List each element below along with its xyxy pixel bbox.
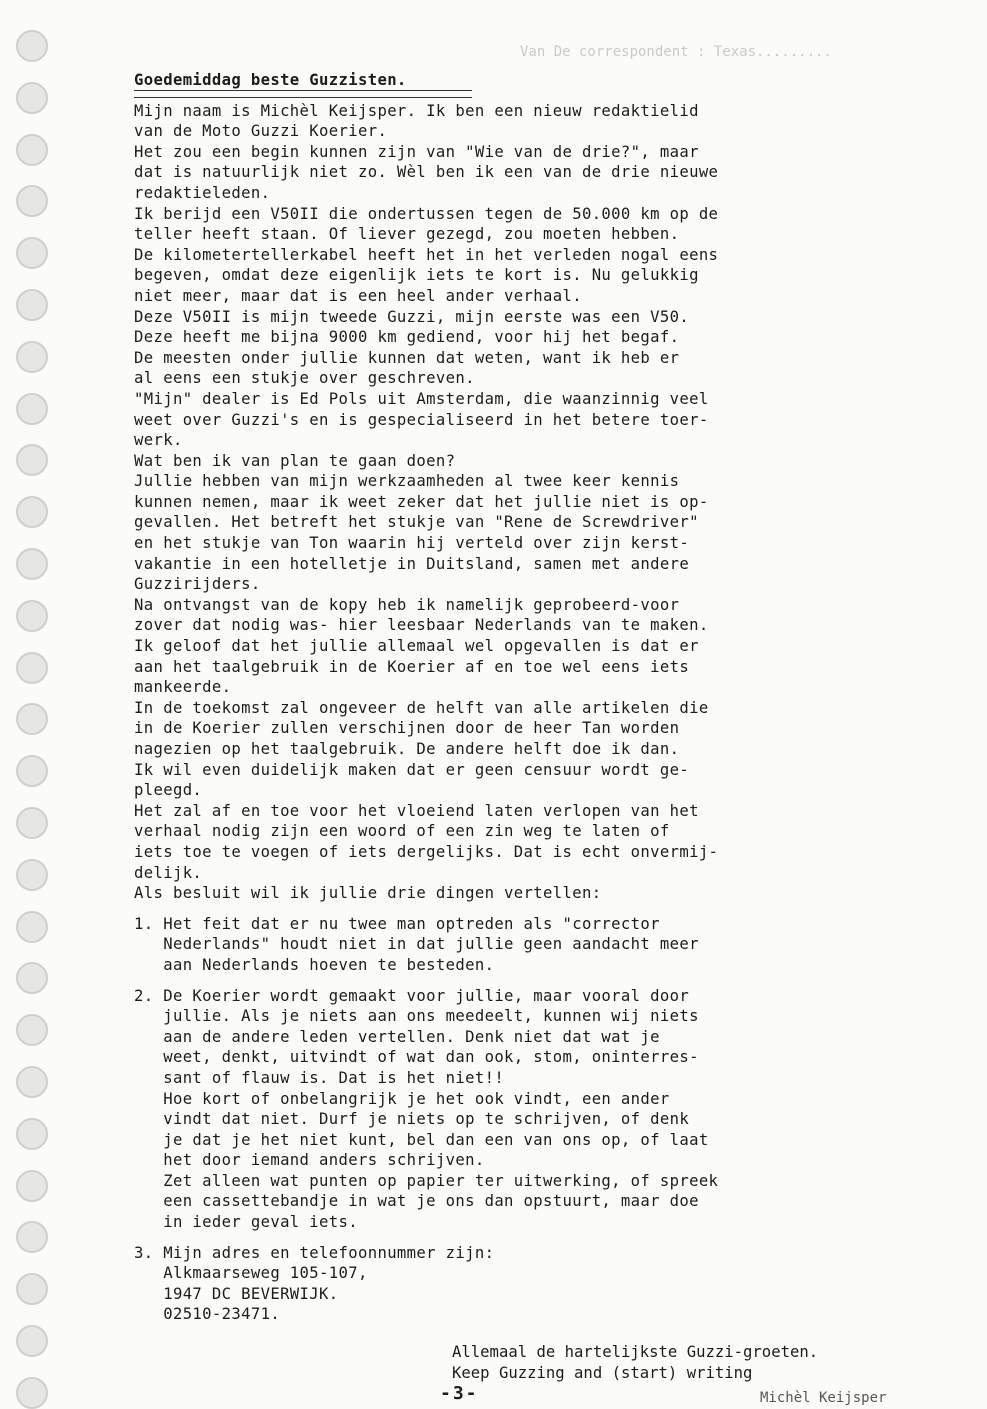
binder-hole: [16, 82, 48, 114]
list-item-line: Alkmaarseweg 105-107,: [134, 1264, 368, 1283]
text-line: pleegd.: [134, 781, 203, 800]
text-line: nagezien op het taalgebruik. De andere helft doe ik dan.: [134, 740, 680, 758]
binder-hole: [16, 30, 48, 62]
binder-hole: [16, 548, 48, 580]
text-line: Het zal af en toe voor het vloeiend laten verlopen van het: [134, 801, 699, 820]
binder-hole: [16, 289, 48, 321]
binder-holes: [16, 30, 52, 1400]
list-item-line: Hoe kort of onbelangrijk je het ook vindt, een ander: [134, 1089, 670, 1108]
binder-hole: [16, 1066, 48, 1098]
text-line: vakantie in een hotelletje in Duitsland, samen met andere: [134, 554, 690, 573]
text-line: Ik berijd een V50II die ondertussen tegen de 50.000 km op de: [134, 204, 719, 223]
binder-hole: [16, 911, 48, 943]
binder-hole: [16, 1170, 48, 1202]
text-line: De meesten onder jullie kunnen dat weten, want ik heb er: [134, 348, 680, 367]
text-line: al eens een stukje over geschreven.: [134, 369, 475, 388]
list-item-line: sant of flauw is. Dat is het niet!!: [134, 1068, 505, 1087]
binder-hole: [16, 496, 48, 528]
text-line: zover dat nodig was- hier leesbaar Nederlands van te maken.: [134, 616, 709, 635]
binder-hole: [16, 859, 48, 891]
title-underline: [134, 90, 472, 98]
greeting-heading: Goedemiddag beste Guzzisten.: [134, 71, 407, 89]
letter-body: [134, 70, 954, 1335]
list-item-line: het door iemand anders schrijven.: [134, 1151, 485, 1170]
text-line: Jullie hebben van mijn werkzaamheden al twee keer kennis: [134, 472, 680, 491]
list-item-line: Zet alleen wat punten op papier ter uitwerking, of spreek: [134, 1171, 719, 1190]
numbered-list: [134, 914, 954, 1335]
text-line: dat is natuurlijk niet zo. Wèl ben ik een van de drie nieuwe: [134, 163, 719, 182]
body-text: [134, 101, 954, 904]
text-line: Deze heeft me bijna 9000 km gediend, voor hij het begaf.: [134, 328, 680, 347]
text-line: en het stukje van Ton waarin hij verteld over zijn kerst-: [134, 534, 690, 553]
list-item-line: Nederlands" houdt niet in dat jullie geen aandacht meer: [134, 935, 699, 954]
text-line: Na ontvangst van de kopy heb ik namelijk geprobeerd-voor: [134, 595, 680, 614]
list-item-line: jullie. Als je niets aan ons meedeelt, kunnen wij niets: [134, 1007, 699, 1026]
text-line: gevallen. Het betreft het stukje van "Rene de Screwdriver": [134, 513, 699, 532]
text-line: werk.: [134, 431, 183, 450]
binder-hole: [16, 1221, 48, 1253]
list-item-line: je dat je het niet kunt, bel dan een van ons op, of laat: [134, 1130, 709, 1149]
text-line: mankeerde.: [134, 678, 232, 697]
list-item-line: 02510-23471.: [134, 1305, 281, 1324]
list-item: [134, 1243, 954, 1325]
text-line: verhaal nodig zijn een woord of een zin weg te laten of: [134, 822, 670, 841]
text-line: aan het taalgebruik in de Koerier af en toe wel eens iets: [134, 657, 690, 676]
binder-hole: [16, 1377, 48, 1409]
list-item-line: 2. De Koerier wordt gemaakt voor jullie, maar vooral door: [134, 986, 690, 1005]
text-line: kunnen nemen, maar ik weet zeker dat het jullie niet is op-: [134, 492, 709, 511]
binder-hole: [16, 393, 48, 425]
list-item-line: aan Nederlands hoeven te besteden.: [134, 955, 495, 974]
binder-hole: [16, 185, 48, 217]
closing: [452, 1342, 818, 1383]
text-line: redaktieleden.: [134, 183, 271, 202]
list-item-line: vindt dat niet. Durf je niets op te schrijven, of denk: [134, 1110, 690, 1129]
binder-hole: [16, 652, 48, 684]
text-line: van de Moto Guzzi Koerier.: [134, 122, 388, 141]
text-line: iets toe te voegen of iets dergelijks. Dat is echt onvermij-: [134, 842, 719, 861]
text-line: Ik geloof dat het jullie allemaal wel opgevallen is dat er: [134, 637, 699, 656]
text-line: niet meer, maar dat is een heel ander verhaal.: [134, 286, 582, 305]
ghost-header: Van De correspondent : Texas.........: [520, 44, 832, 60]
text-line: teller heeft staan. Of liever gezegd, zou moeten hebben.: [134, 225, 680, 244]
page-number: -3-: [440, 1383, 479, 1404]
closing-line: Allemaal de hartelijkste Guzzi-groeten.: [452, 1343, 819, 1361]
binder-hole: [16, 237, 48, 269]
text-line: Als besluit wil ik jullie drie dingen vertellen:: [134, 884, 602, 903]
binder-hole: [16, 1014, 48, 1046]
binder-hole: [16, 755, 48, 787]
list-item-line: weet, denkt, uitvindt of wat dan ook, stom, oninterres-: [134, 1048, 699, 1067]
binder-hole: [16, 444, 48, 476]
text-line: in de Koerier zullen verschijnen door de heer Tan worden: [134, 719, 680, 738]
text-line: Mijn naam is Michèl Keijsper. Ik ben een nieuw redaktielid: [134, 101, 699, 120]
text-line: "Mijn" dealer is Ed Pols uit Amsterdam, die waanzinnig veel: [134, 389, 709, 408]
list-item-line: een cassettebandje in wat je ons dan opstuurt, maar doe: [134, 1192, 699, 1211]
list-item-line: aan de andere leden vertellen. Denk niet dat wat je: [134, 1027, 660, 1046]
binder-hole: [16, 1273, 48, 1305]
list-item-line: 3. Mijn adres en telefoonnummer zijn:: [134, 1243, 495, 1262]
text-line: Het zou een begin kunnen zijn van "Wie van de drie?", maar: [134, 142, 699, 161]
binder-hole: [16, 341, 48, 373]
signature: Michèl Keijsper: [760, 1390, 887, 1406]
list-item: [134, 986, 954, 1233]
text-line: Wat ben ik van plan te gaan doen?: [134, 451, 456, 470]
text-line: In de toekomst zal ongeveer de helft van alle artikelen die: [134, 698, 709, 717]
list-item: [134, 914, 954, 976]
text-line: delijk.: [134, 863, 203, 882]
closing-line: Keep Guzzing and (start) writing: [452, 1363, 753, 1382]
binder-hole: [16, 1118, 48, 1150]
binder-hole: [16, 1325, 48, 1357]
text-line: De kilometertellerkabel heeft het in het verleden nogal eens: [134, 245, 719, 264]
binder-hole: [16, 703, 48, 735]
text-line: Guzzirijders.: [134, 575, 261, 594]
text-line: Deze V50II is mijn tweede Guzzi, mijn eerste was een V50.: [134, 307, 690, 326]
binder-hole: [16, 134, 48, 166]
list-item-line: in ieder geval iets.: [134, 1213, 358, 1232]
text-line: begeven, omdat deze eigenlijk iets te kort is. Nu gelukkig: [134, 266, 699, 285]
binder-hole: [16, 962, 48, 994]
list-item-line: 1947 DC BEVERWIJK.: [134, 1284, 339, 1303]
text-line: Ik wil even duidelijk maken dat er geen censuur wordt ge-: [134, 760, 690, 779]
text-line: weet over Guzzi's en is gespecialiseerd in het betere toer-: [134, 410, 709, 429]
binder-hole: [16, 807, 48, 839]
list-item-line: 1. Het feit dat er nu twee man optreden als "corrector: [134, 914, 660, 933]
binder-hole: [16, 600, 48, 632]
